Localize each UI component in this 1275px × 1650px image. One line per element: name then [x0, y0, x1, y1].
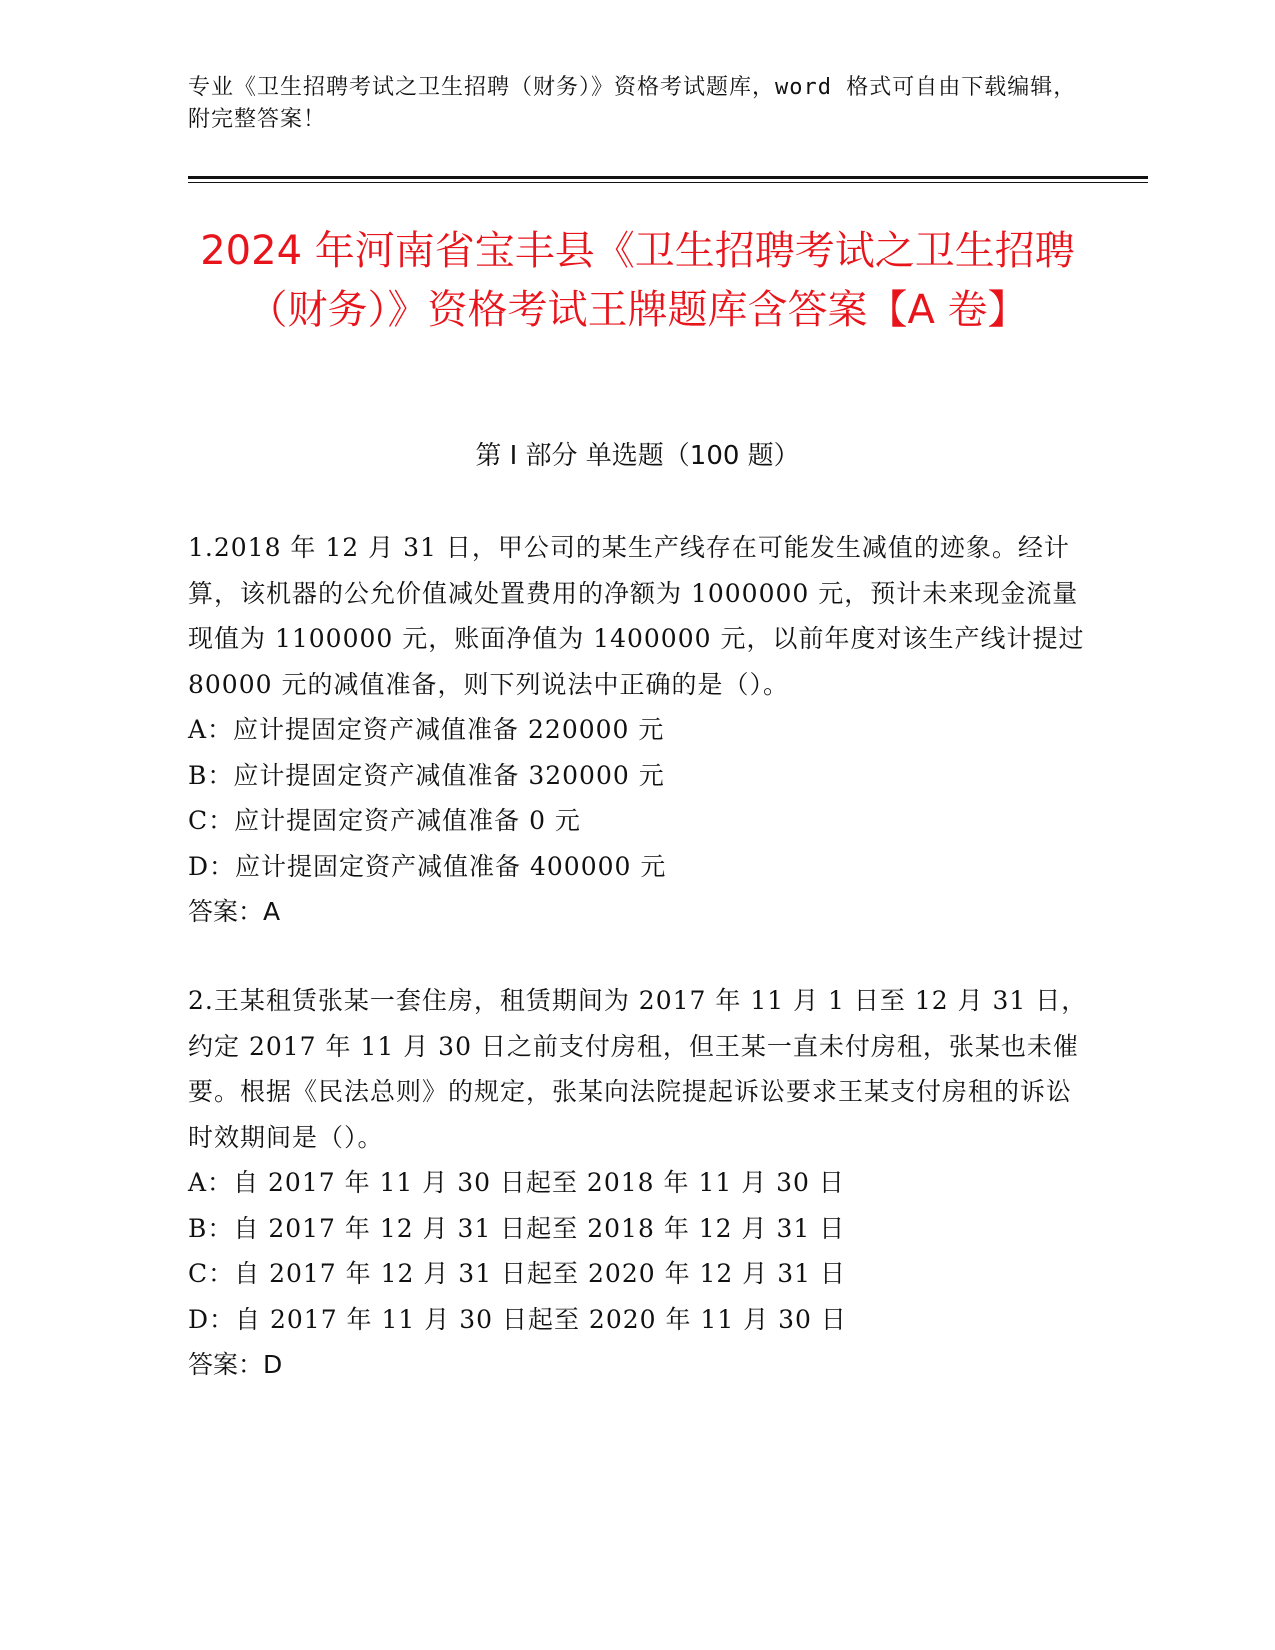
header-divider-thin — [188, 182, 1148, 183]
answer-line: 答案：D — [188, 1350, 283, 1379]
question-stem: 2.王某租赁张某一套住房，租赁期间为 2017 年 11 月 1 日至 12 月 31 日，约定 2017 年 11 月 30 日之前支付房租，但王某一直未付房租，张某也未催要。根据《民法总则》的规定，张某向法院提起诉讼要求王某支付房租的诉讼时效期间是（）。 — [188, 986, 1088, 1152]
header-note: 专业《卫生招聘考试之卫生招聘（财务）》资格考试题库，word 格式可自由下载编辑，附完整答案！ — [188, 75, 1077, 132]
option-b: B：应计提固定资产减值准备 320000 元 — [188, 760, 665, 790]
question-2 — [188, 978, 1088, 1388]
section-heading: 第 I 部分 单选题（100 题） — [475, 441, 800, 471]
option-a: A：应计提固定资产减值准备 220000 元 — [188, 715, 665, 744]
option-c: C：自 2017 年 12 月 31 日起至 2020 年 12 月 31 日 — [188, 1259, 846, 1288]
option-d: D：自 2017 年 11 月 30 日起至 2020 年 11 月 30 日 — [188, 1304, 847, 1334]
option-d: D：应计提固定资产减值准备 400000 元 — [188, 851, 667, 881]
option-a: A：自 2017 年 11 月 30 日起至 2018 年 11 月 30 日 — [188, 1168, 845, 1197]
header-divider-thick — [188, 176, 1148, 179]
document-title: 2024 年河南省宝丰县《卫生招聘考试之卫生招聘（财务）》资格考试王牌题库含答案【A 卷】 — [200, 228, 1075, 333]
answer-line: 答案：A — [188, 897, 281, 926]
option-c: C：应计提固定资产减值准备 0 元 — [188, 806, 581, 835]
question-stem: 1.2018 年 12 月 31 日，甲公司的某生产线存在可能发生减值的迹象。经计算，该机器的公允价值减处置费用的净额为 1000000 元，预计未来现金流量现值为 1100000 元，账面净值为 1400000 元，以前年度对该生产线计提过 80000 元的减值准备，则下列说法中正确的是（）。 — [188, 533, 1085, 699]
question-1 — [188, 525, 1088, 935]
option-b: B：自 2017 年 12 月 31 日起至 2018 年 12 月 31 日 — [188, 1213, 846, 1243]
